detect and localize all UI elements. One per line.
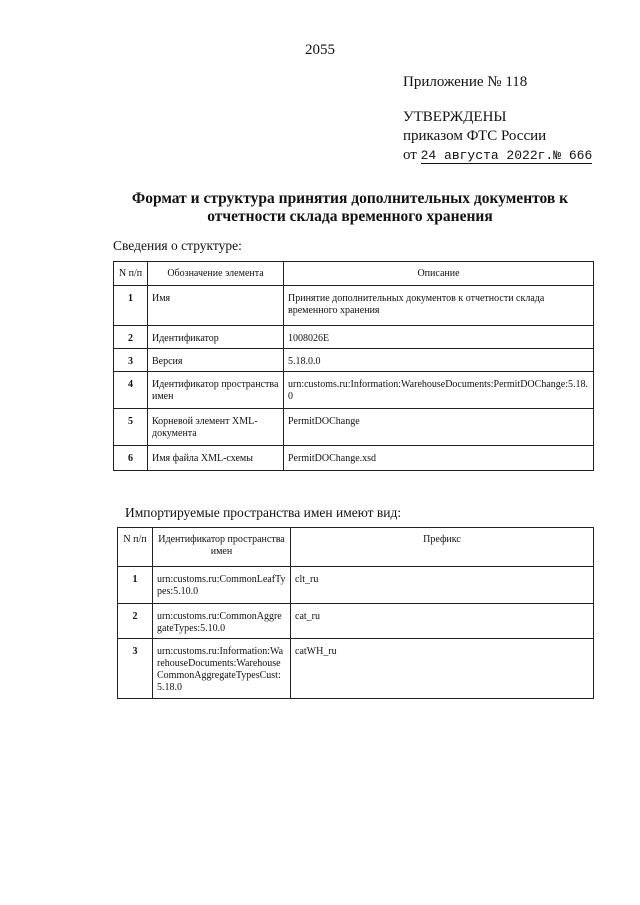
- header-cell: Префикс: [291, 528, 594, 567]
- table-row: [114, 372, 594, 409]
- element-description: 5.18.0.0: [284, 349, 594, 372]
- page-number: 2055: [305, 42, 335, 58]
- namespace-prefix: cat_ru: [291, 604, 594, 639]
- element-description: 1008026E: [284, 326, 594, 349]
- title-line1: Формат и структура принятия дополнительных документов к: [131, 190, 569, 207]
- approval-number: № 666: [553, 148, 593, 163]
- imports-table: [117, 527, 594, 699]
- namespace-prefix: catWH_ru: [291, 639, 594, 699]
- namespace-id: urn:customs.ru:Information:WarehouseDocuments:WarehouseCommonAggregateTypesCust:5.18.0: [153, 639, 291, 699]
- appendix-label: Приложение № 118: [403, 74, 528, 90]
- element-name: Версия: [148, 349, 284, 372]
- row-number: 3: [114, 349, 148, 372]
- table-row: [114, 286, 594, 326]
- document-title: [0, 190, 640, 226]
- table-header-row: [114, 262, 594, 286]
- header-cell: N п/п: [118, 528, 153, 567]
- element-description: urn:customs.ru:Information:WarehouseDocuments:PermitDOChange:5.18.0: [284, 372, 594, 409]
- element-name: Имя файла XML-схемы: [148, 446, 284, 471]
- element-name: Корневой элемент XML-документа: [148, 409, 284, 446]
- row-number: 4: [114, 372, 148, 409]
- approval-prefix: от: [403, 147, 417, 163]
- approval-date: 24 августа 2022г.: [420, 148, 554, 163]
- row-number: 6: [114, 446, 148, 471]
- row-number: 1: [118, 567, 153, 604]
- header-cell: Обозначение элемента: [148, 262, 284, 286]
- approval-line2: приказом ФТС России: [403, 128, 547, 144]
- namespace-id: urn:customs.ru:CommonAggregateTypes:5.10.0: [153, 604, 291, 639]
- table-row: [114, 446, 594, 471]
- table-row: [114, 326, 594, 349]
- element-name: Имя: [148, 286, 284, 326]
- row-number: 2: [118, 604, 153, 639]
- element-description: PermitDOChange.xsd: [284, 446, 594, 471]
- row-number: 2: [114, 326, 148, 349]
- row-number: 5: [114, 409, 148, 446]
- row-number: 3: [118, 639, 153, 699]
- element-description: Принятие дополнительных документов к отчетности склада временного хранения: [284, 286, 594, 326]
- namespace-id: urn:customs.ru:CommonLeafTypes:5.10.0: [153, 567, 291, 604]
- table-row: [118, 639, 594, 699]
- structure-label: Сведения о структуре:: [113, 238, 242, 253]
- header-cell: N п/п: [114, 262, 148, 286]
- table-row: [114, 349, 594, 372]
- element-description: PermitDOChange: [284, 409, 594, 446]
- header-cell: Идентификатор пространства имен: [153, 528, 291, 567]
- element-name: Идентификатор пространства имен: [148, 372, 284, 409]
- header-cell: Описание: [284, 262, 594, 286]
- element-name: Идентификатор: [148, 326, 284, 349]
- structure-table: [113, 261, 594, 471]
- approval-line1: УТВЕРЖДЕНЫ: [403, 109, 507, 125]
- namespace-prefix: clt_ru: [291, 567, 594, 604]
- title-line2: отчетности склада временного хранения: [207, 208, 493, 225]
- table-row: [118, 567, 594, 604]
- row-number: 1: [114, 286, 148, 326]
- imports-label: Импортируемые пространства имен имеют вид:: [125, 505, 402, 520]
- table-row: [114, 409, 594, 446]
- table-row: [118, 604, 594, 639]
- approval-block: [403, 108, 592, 165]
- table-header-row: [118, 528, 594, 567]
